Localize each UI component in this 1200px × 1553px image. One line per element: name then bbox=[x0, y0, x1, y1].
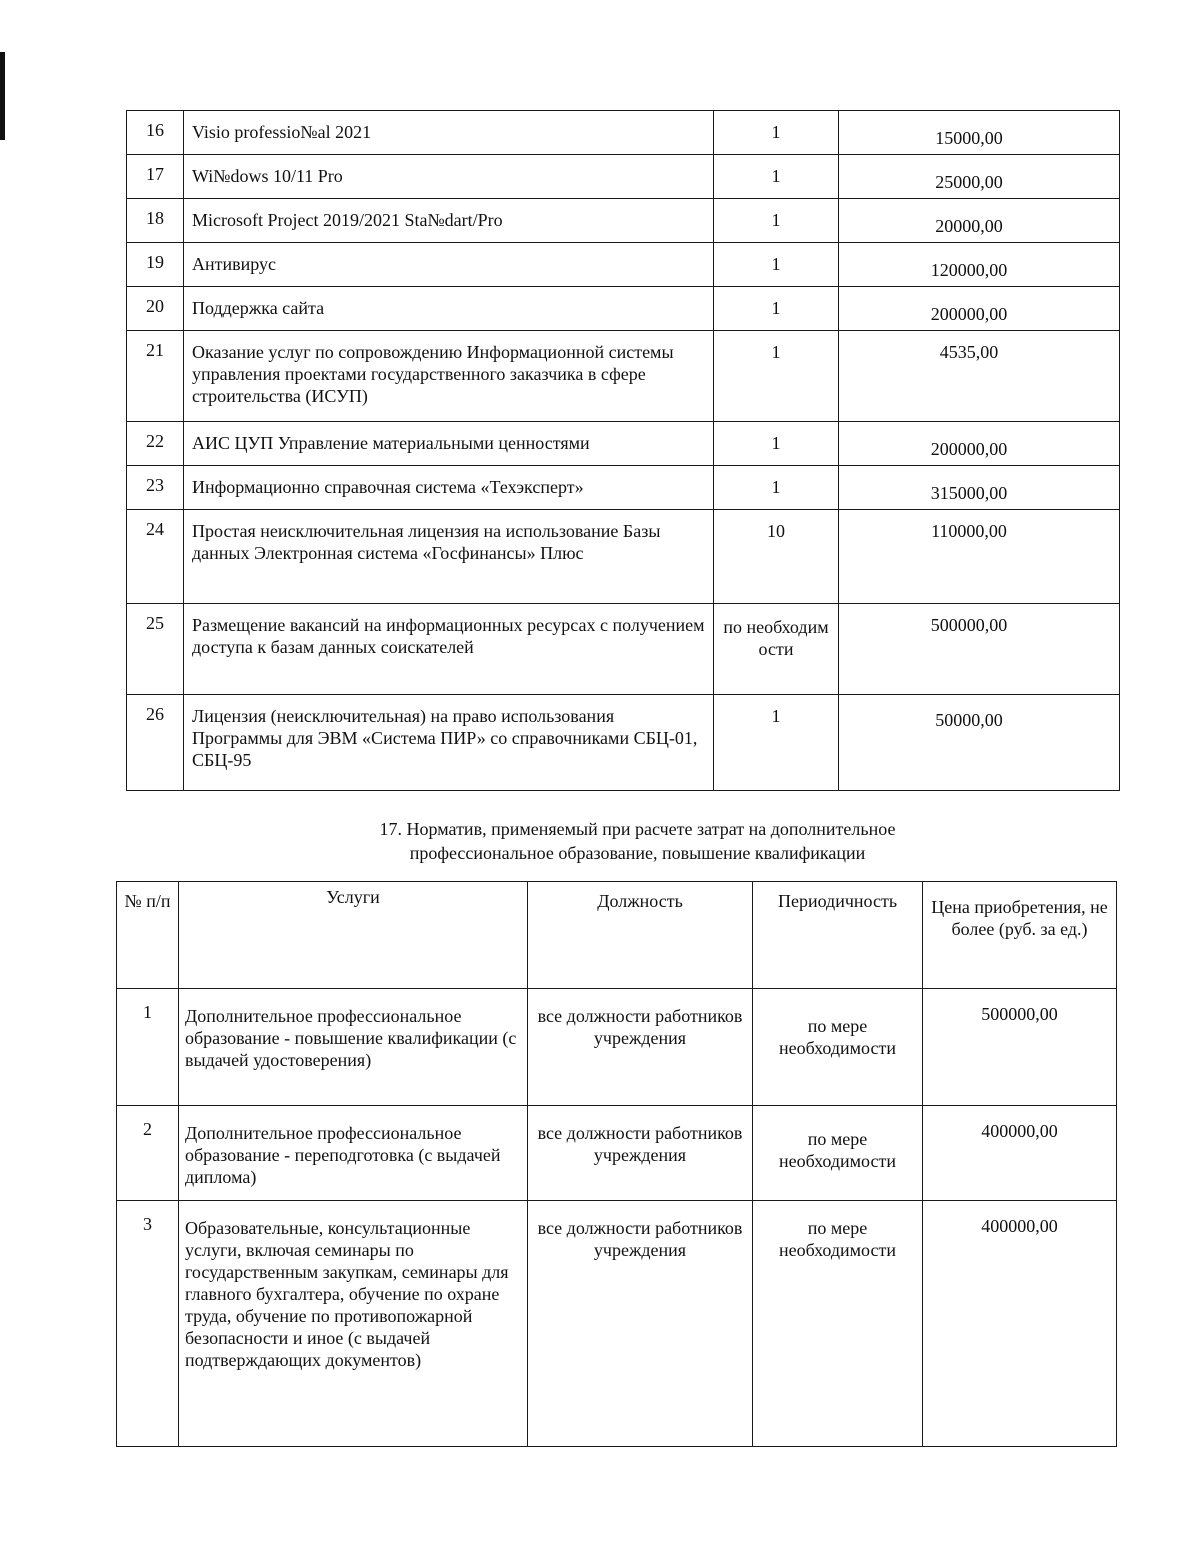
periodicity-value: по мере необходимости bbox=[753, 1106, 923, 1201]
header-number: № п/п bbox=[117, 882, 179, 989]
item-quantity: 1 bbox=[714, 331, 839, 422]
price-value: 400000,00 bbox=[923, 1201, 1117, 1447]
header-price: Цена приобретения, не более (руб. за ед.) bbox=[923, 882, 1117, 989]
table-row bbox=[117, 1106, 1117, 1201]
service-description: Образовательные, консультационные услуги, включая семинары по государственным закупкам, семинары для главного бухгалтера, обучение по охране труда, обучение по противопожарной безопасности и иное (с выдачей подтверждающих документов) bbox=[179, 1201, 528, 1447]
table-row bbox=[127, 466, 1120, 510]
header-position: Должность bbox=[528, 882, 753, 989]
row-number: 19 bbox=[127, 243, 184, 287]
item-quantity: 1 bbox=[714, 466, 839, 510]
scan-edge-mark bbox=[0, 52, 5, 140]
item-quantity: 1 bbox=[714, 695, 839, 791]
item-name: Microsoft Project 2019/2021 Sta№dart/Pro bbox=[184, 199, 714, 243]
table-row bbox=[127, 510, 1120, 604]
row-number: 1 bbox=[117, 989, 179, 1106]
training-costs-table bbox=[116, 881, 1117, 1447]
table-row bbox=[127, 243, 1120, 287]
row-number: 21 bbox=[127, 331, 184, 422]
table-header-row bbox=[117, 882, 1117, 989]
item-price: 20000,00 bbox=[839, 199, 1120, 243]
item-price: 50000,00 bbox=[839, 695, 1120, 791]
item-price: 315000,00 bbox=[839, 466, 1120, 510]
item-quantity: 1 bbox=[714, 155, 839, 199]
price-value: 400000,00 bbox=[923, 1106, 1117, 1201]
position-value: все должности работников учреждения bbox=[528, 1201, 753, 1447]
item-price: 120000,00 bbox=[839, 243, 1120, 287]
caption-line-1: 17. Норматив, применяемый при расчете затрат на дополнительное bbox=[379, 819, 896, 839]
row-number: 23 bbox=[127, 466, 184, 510]
row-number: 20 bbox=[127, 287, 184, 331]
item-name: Поддержка сайта bbox=[184, 287, 714, 331]
item-quantity: 1 bbox=[714, 111, 839, 155]
item-quantity: 10 bbox=[714, 510, 839, 604]
item-name: Антивирус bbox=[184, 243, 714, 287]
item-quantity: 1 bbox=[714, 422, 839, 466]
row-number: 2 bbox=[117, 1106, 179, 1201]
row-number: 26 bbox=[127, 695, 184, 791]
table-row bbox=[127, 155, 1120, 199]
row-number: 18 bbox=[127, 199, 184, 243]
item-price: 15000,00 bbox=[839, 111, 1120, 155]
software-services-table bbox=[126, 110, 1120, 791]
item-name: Размещение вакансий на информационных ресурсах с получением доступа к базам данных соискателей bbox=[184, 604, 714, 695]
item-name: Visio professio№al 2021 bbox=[184, 111, 714, 155]
item-price: 25000,00 bbox=[839, 155, 1120, 199]
row-number: 16 bbox=[127, 111, 184, 155]
service-description: Дополнительное профессиональное образование - повышение квалификации (с выдачей удостоверения) bbox=[179, 989, 528, 1106]
table-row bbox=[127, 111, 1120, 155]
position-value: все должности работников учреждения bbox=[528, 989, 753, 1106]
row-number: 3 bbox=[117, 1201, 179, 1447]
table-row bbox=[127, 604, 1120, 695]
table-row bbox=[127, 287, 1120, 331]
item-price: 110000,00 bbox=[839, 510, 1120, 604]
price-value: 500000,00 bbox=[923, 989, 1117, 1106]
item-name: Лицензия (неисключительная) на право использования Программы для ЭВМ «Система ПИР» со справочниками СБЦ-01, СБЦ-95 bbox=[184, 695, 714, 791]
periodicity-value: по мере необходимости bbox=[753, 989, 923, 1106]
caption-line-2: профессиональное образование, повышение квалификации bbox=[409, 843, 866, 863]
item-name: Информационно справочная система «Техэксперт» bbox=[184, 466, 714, 510]
item-price: 4535,00 bbox=[839, 331, 1120, 422]
service-description: Дополнительное профессиональное образование - переподготовка (с выдачей диплома) bbox=[179, 1106, 528, 1201]
item-price: 500000,00 bbox=[839, 604, 1120, 695]
item-name: Wi№dows 10/11 Pro bbox=[184, 155, 714, 199]
table-row bbox=[127, 695, 1120, 791]
table-row bbox=[127, 331, 1120, 422]
item-price: 200000,00 bbox=[839, 287, 1120, 331]
row-number: 17 bbox=[127, 155, 184, 199]
table-row bbox=[117, 1201, 1117, 1447]
row-number: 24 bbox=[127, 510, 184, 604]
position-value: все должности работников учреждения bbox=[528, 1106, 753, 1201]
item-quantity: 1 bbox=[714, 199, 839, 243]
item-quantity: по необходим ости bbox=[714, 604, 839, 695]
item-name: Оказание услуг по сопровождению Информационной системы управления проектами государственного заказчика в сфере строительства (ИСУП) bbox=[184, 331, 714, 422]
row-number: 25 bbox=[127, 604, 184, 695]
item-name: Простая неисключительная лицензия на использование Базы данных Электронная система «Госфинансы» Плюс bbox=[184, 510, 714, 604]
table-row bbox=[127, 199, 1120, 243]
item-price: 200000,00 bbox=[839, 422, 1120, 466]
periodicity-value: по мере необходимости bbox=[753, 1201, 923, 1447]
header-periodicity: Периодичность bbox=[753, 882, 923, 989]
row-number: 22 bbox=[127, 422, 184, 466]
header-services: Услуги bbox=[179, 882, 528, 989]
item-name: АИС ЦУП Управление материальными ценностями bbox=[184, 422, 714, 466]
table-row bbox=[117, 989, 1117, 1106]
item-quantity: 1 bbox=[714, 287, 839, 331]
section-caption bbox=[126, 817, 1119, 865]
table-row bbox=[127, 422, 1120, 466]
item-quantity: 1 bbox=[714, 243, 839, 287]
